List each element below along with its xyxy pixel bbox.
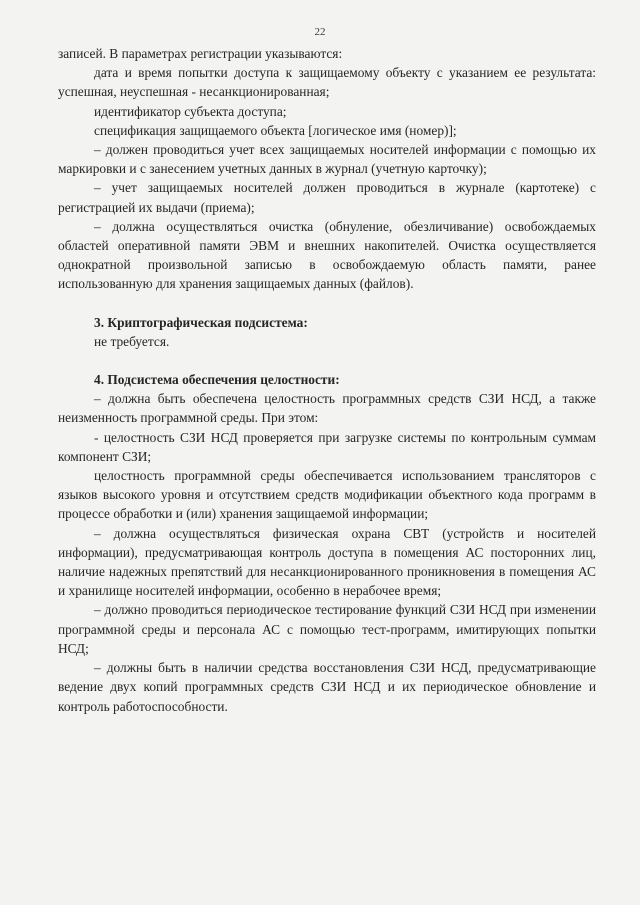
section-4-heading: 4. Подсистема обеспечения целостности:: [94, 372, 340, 388]
paragraph-subject-id: идентификатор субъекта доступа;: [94, 103, 287, 119]
paragraph-memory-clearing: – должна осуществляться очистка (обнуление, обезличивание) освобождаемых областей оперативной памяти ЭВМ и внешних накопителей. Очистка осуществляется однократной произвольной записью в освобождаемую область памяти, ранее использованную для хранения защищаемых данных (файлов).: [58, 218, 596, 292]
paragraph-access-time: дата и время попытки доступа к защищаемому объекту с указанием ее результата: успешная, неуспешная - несанкционированная;: [58, 65, 596, 100]
document-body: [58, 44, 596, 716]
section-4-item: целостность программной среды обеспечивается использованием трансляторов с языков высокого уровня и отсутствием средств модификации объектного кода программ в процессе обработки и (или) хранения защищаемой информации;: [58, 468, 596, 522]
section-3-text: не требуется.: [94, 333, 170, 349]
section-4-item: – должна осуществляться физическая охрана СВТ (устройств и носителей информации), предусматривающая контроль доступа в помещения АС посторонних лиц, наличие надежных препятствий для несанкционированного проникновения в помещения АС и хранилище носителей информации, особенно в нерабочее время;: [58, 525, 596, 599]
page-number: 22: [314, 26, 326, 38]
section-3-heading: 3. Криптографическая подсистема:: [94, 314, 308, 330]
spacer: [58, 351, 596, 370]
paragraph-media-journal: – учет защищаемых носителей должен проводиться в журнале (картотеке) с регистрацией их выдачи (приема);: [58, 180, 596, 215]
paragraph-media-accounting: – должен проводиться учет всех защищаемых носителей информации с помощью их маркировки и с занесением учетных данных в журнал (учетную карточку);: [58, 142, 596, 177]
spacer: [58, 294, 596, 313]
section-4-item: - целостность СЗИ НСД проверяется при загрузке системы по контрольным суммам компонент СЗИ;: [58, 429, 596, 464]
section-4-item: – должно проводиться периодическое тестирование функций СЗИ НСД при изменении программной среды и персонала АС с помощью тест-программ, имитирующих попытки НСД;: [58, 602, 596, 656]
section-4-item: – должны быть в наличии средства восстановления СЗИ НСД, предусматривающие ведение двух копий программных средств СЗИ НСД и их периодическое обновление и контроль работоспособности.: [58, 660, 596, 714]
section-4-item: – должна быть обеспечена целостность программных средств СЗИ НСД, а также неизменность программной среды. При этом:: [58, 391, 596, 426]
paragraph-records: записей. В параметрах регистрации указываются:: [58, 46, 343, 61]
paragraph-object-spec: спецификация защищаемого объекта [логическое имя (номер)];: [94, 122, 457, 138]
